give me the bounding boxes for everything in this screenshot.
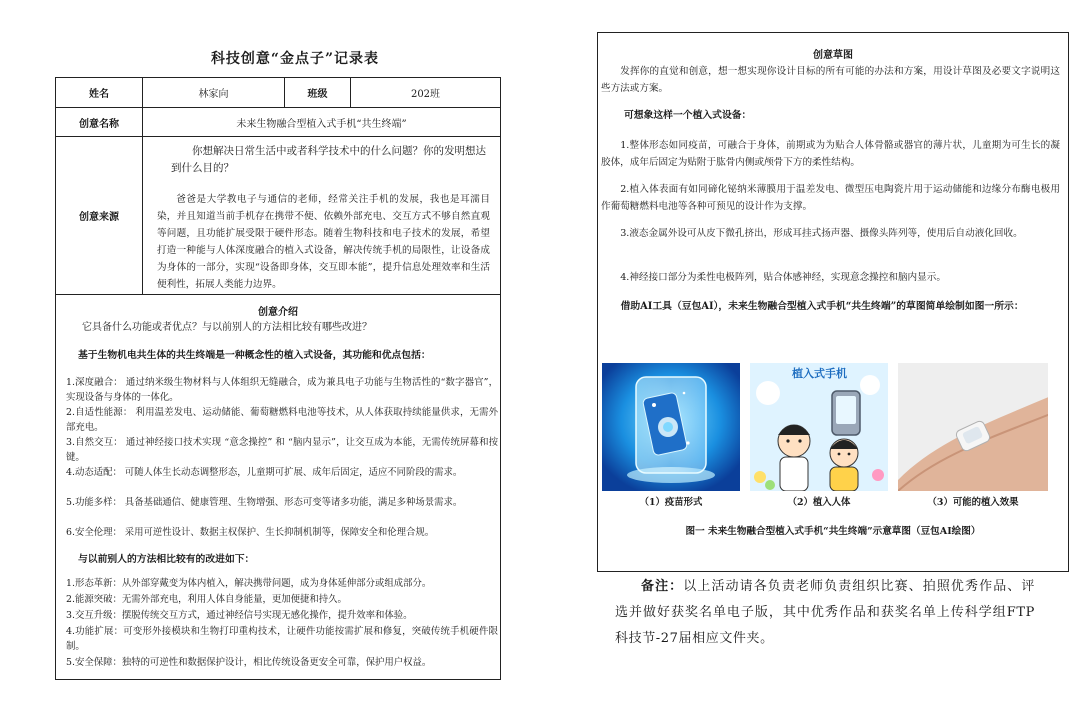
imagine-heading: 可想象这样一个植入式设备： xyxy=(624,110,752,121)
intro-question: 它具备什么功能或者优点？与以前别人的方法相比较有哪些改进？ xyxy=(82,322,372,333)
note-label: 备注： xyxy=(641,579,684,594)
improvement-item: 2.能源突破：无需外部充电，利用人体自身能量，更加便捷和持久。 xyxy=(66,594,347,605)
note-text: 以上活动请各负责老师负责组织比赛、拍照优秀作品、评选并做好获奖名单电子版，其中优秀作品和获奖名单上传科学组FTP科技节-27届相应文件夹。 xyxy=(615,579,1035,646)
class-value: 202班 xyxy=(350,78,500,107)
feature-item: 2.自适性能源： 利用温差发电、运动储能、葡萄糖燃料电池等技术，从人体获取持续能量供求，无需外部充电。 xyxy=(66,407,498,433)
sketch-frame xyxy=(597,32,1069,572)
source-question: 你想解决日常生活中或者科学技术中的什么问题？你的发明想达到什么目的？ xyxy=(171,145,486,174)
remarks-note xyxy=(615,574,1035,652)
intro-heading: 基于生物机电共生体的共生终端是一种概念性的植入式设备，其功能和优点包括： xyxy=(78,350,431,361)
feature-item: 3.自然交互： 通过神经接口技术实现 “意念操控” 和 “脑内显示”，让交互成为本能，无需传统屏幕和按键。 xyxy=(66,437,498,463)
sketch-point: 1.整体形态如同疫苗，可融合于身体，前期或为为贴合人体骨骼或器官的薄片状，儿童期为可生长的凝胶体，成年后固定为贴附于肱骨内侧或颅骨下方的柔性结构。 xyxy=(601,140,1060,168)
caption-implant: （2）植入人体 xyxy=(787,497,851,508)
class-label: 班级 xyxy=(284,78,350,107)
compare-heading: 与以前别人的方法相比较有的改进如下： xyxy=(78,554,255,565)
source-text: 爸爸是大学教电子与通信的老师，经常关注手机的发展，我也是耳濡目染，并且知道当前手机存在携带不便、依赖外部充电、交互方式不够自然直观等问题，且功能扩展受限于硬件形态。随着生物科技和电子技术的发展，希望打造一种能与人体深度融合的植入式设备，解决传统手机的局限性，让设备成为身体的一部分，实现“设备即身体，交互即本能”，提升信息处理效率和生活便利性，拓展人类能力边界。 xyxy=(157,194,490,290)
source-label: 创意来源 xyxy=(79,212,119,223)
caption-effect: （3）可能的植入效果 xyxy=(927,497,1019,508)
sketch-point: 2.植入体表面有如同碲化铋纳米薄膜用于温差发电、微型压电陶瓷片用于运动储能和边缘分布酶电极用作葡萄糖燃料电池等各种可预见的设计作为支撑。 xyxy=(601,184,1060,212)
improvement-item: 3.交互升级：摆脱传统交互方式，通过神经信号实现无感化操作，提升效率和体验。 xyxy=(66,610,413,621)
sketch-point: 4.神经接口部分为柔性电极阵列，贴合体感神经，实现意念操控和脑内显示。 xyxy=(620,272,946,283)
implant-phone-label: 植入式手机 xyxy=(792,367,847,380)
name-value: 林家向 xyxy=(142,78,284,107)
form-title: 科技创意“金点子”记录表 xyxy=(210,51,380,67)
intro-title: 创意介绍 xyxy=(258,307,298,318)
feature-item: 4.动态适配： 可随人体生长动态调整形态，儿童期可扩展、成年后固定，适应不同阶段的需求。 xyxy=(66,467,463,478)
improvement-item: 1.形态革新：从外部穿戴变为体内植入，解决携带问题，成为身体延伸部分或组成部分。 xyxy=(66,578,432,589)
info-row xyxy=(56,78,500,108)
sketch-point: 3.液态金属外设可从皮下微孔挤出，形成耳挂式扬声器、摄像头阵列等，使用后自动液化回收。 xyxy=(620,228,1023,239)
idea-intro-section xyxy=(56,295,500,679)
record-form-table xyxy=(55,77,501,680)
idea-name-value: 未来生物融合型植入式手机“共生终端” xyxy=(142,108,500,136)
improvement-item: 4.功能扩展：可变形外接模块和生物打印重构技术，让硬件功能按需扩展和修复，突破传统手机硬件限制。 xyxy=(66,626,498,652)
idea-name-label: 创意名称 xyxy=(79,118,119,130)
implant-effect-image xyxy=(898,363,1048,491)
feature-item: 6.安全伦理： 采用可逆性设计、数据主权保护、生长抑制机制等，保障安全和伦理合规。 xyxy=(66,527,435,538)
vaccine-form-image xyxy=(602,363,740,491)
idea-name-row xyxy=(56,108,500,137)
sketch-title: 创意草图 xyxy=(813,50,853,61)
source-cell xyxy=(142,137,500,294)
feature-item: 1.深度融合： 通过纳米级生物材料与人体组织无缝融合，成为兼具电子功能与生物活性的“数字器官”，实现设备与身体的一体化。 xyxy=(66,377,498,403)
feature-item: 5.功能多样： 具备基础通信、健康管理、生物增强、形态可变等诸多功能，满足多种场景需求。 xyxy=(66,497,463,508)
idea-source-row xyxy=(56,137,500,295)
figure-caption: 图一 未来生物融合型植入式手机“共生终端”示意草图（豆包AI绘图） xyxy=(685,526,981,537)
implant-cartoon-image xyxy=(750,363,888,491)
caption-vaccine: （1）疫苗形式 xyxy=(639,497,703,508)
sketch-intro: 发挥你的直觉和创意，想一想实现你设计目标的所有可能的办法和方案，用设计草图及必要文字说明这些方法或方案。 xyxy=(601,66,1060,94)
name-label: 姓名 xyxy=(89,89,109,100)
ai-description: 借助AI工具（豆包AI），未来生物融合型植入式手机“共生终端”的草图简单绘制如图一所示： xyxy=(620,301,1024,312)
improvement-item: 5.安全保障：独特的可逆性和数据保护设计，相比传统设备更安全可靠，保护用户权益。 xyxy=(66,657,432,668)
